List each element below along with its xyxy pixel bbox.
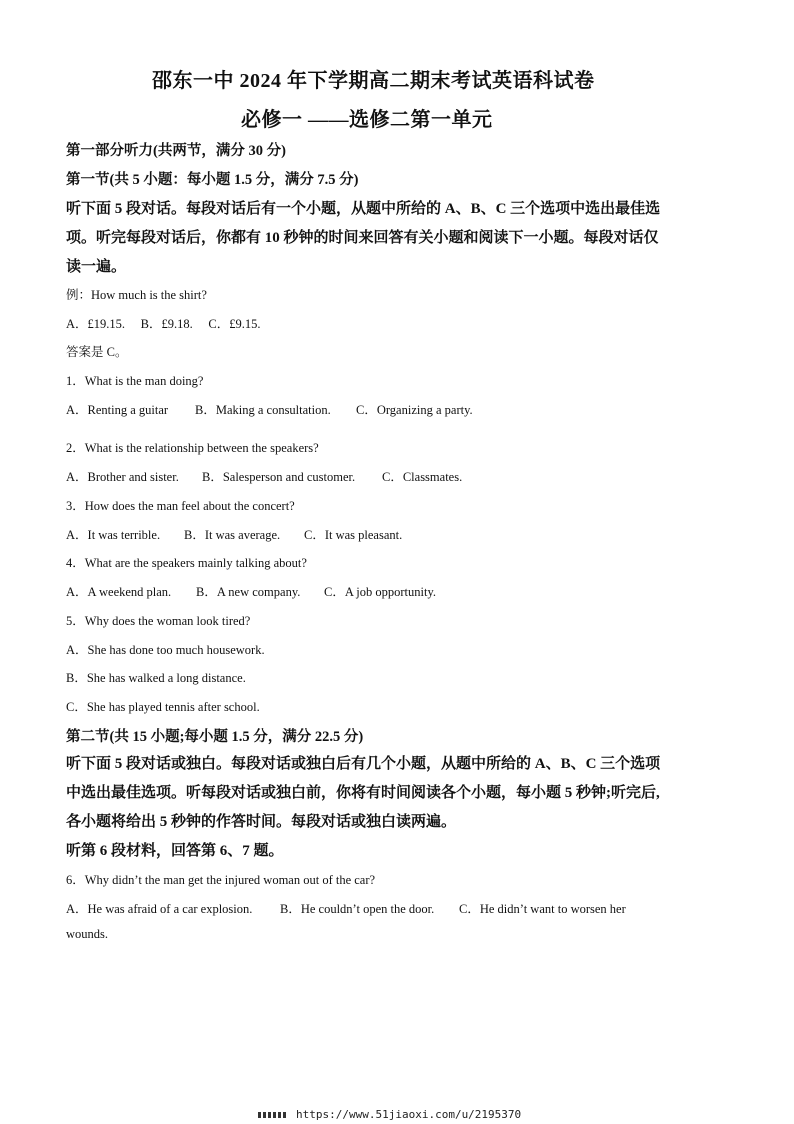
exam-title: 邵东一中 2024 年下学期高二期末考试英语科试卷 bbox=[152, 70, 595, 92]
q5-option-a: A．She has done too much housework. bbox=[66, 643, 265, 657]
example-question: 例：How much is the shirt? bbox=[66, 288, 207, 302]
question-6: 6．Why didn’t the man get the injured woman out of the car? bbox=[66, 873, 376, 887]
section2-instructions-line2: 中选出最佳选项。听每段对话或独白前，你将有时间阅读各个小题，每小题 5 秒钟;听完后, bbox=[66, 785, 660, 801]
section1-instructions-line1: 听下面 5 段对话。每段对话后有一个小题，从题中所给的 A、B、C 三个选项中选出最佳选 bbox=[66, 201, 661, 217]
q4-option-c: C．A job opportunity. bbox=[324, 585, 437, 599]
q1-option-a: A．Renting a guitar bbox=[66, 403, 169, 417]
question-5: 5．Why does the woman look tired? bbox=[66, 614, 251, 628]
q4-option-b: B．A new company. bbox=[196, 585, 301, 599]
q6-option-c: C．He didn’t want to worsen her bbox=[459, 902, 626, 916]
material-6-instruction: 听第 6 段材料，回答第 6、7 题。 bbox=[66, 843, 284, 859]
footer-mark-icon bbox=[258, 1112, 288, 1118]
q1-option-c: C．Organizing a party. bbox=[356, 403, 473, 417]
exam-subtitle: 必修一 ——选修二第一单元 bbox=[241, 109, 493, 131]
section2-instructions-line1: 听下面 5 段对话或独白。每段对话或独白后有几个小题，从题中所给的 A、B、C 三个选项 bbox=[66, 756, 661, 772]
footer bbox=[258, 1108, 521, 1121]
section2-heading: 第二节(共 15 小题;每小题 1.5 分，满分 22.5 分) bbox=[66, 729, 364, 745]
section1-instructions-line2: 项。听完每段对话后，你都有 10 秒钟的时间来回答有关小题和阅读下一小题。每段对话仅 bbox=[66, 230, 659, 246]
q4-option-a: A．A weekend plan. bbox=[66, 585, 172, 599]
section1-instructions-line3: 读一遍。 bbox=[66, 259, 127, 275]
q3-option-a: A．It was terrible. bbox=[66, 528, 161, 542]
footer-url[interactable]: https://www.51jiaoxi.com/u/2195370 bbox=[296, 1108, 522, 1121]
q6-option-c-continuation: wounds. bbox=[66, 927, 109, 941]
q6-option-b: B．He couldn’t open the door. bbox=[280, 902, 435, 916]
q6-option-a: A．He was afraid of a car explosion. bbox=[66, 902, 253, 916]
q3-option-c: C．It was pleasant. bbox=[304, 528, 403, 542]
q1-option-b: B．Making a consultation. bbox=[195, 403, 331, 417]
q2-option-a: A．Brother and sister. bbox=[66, 470, 179, 484]
q5-option-b: B．She has walked a long distance. bbox=[66, 671, 246, 685]
question-4: 4．What are the speakers mainly talking about? bbox=[66, 556, 307, 570]
question-2: 2．What is the relationship between the speakers? bbox=[66, 441, 319, 455]
q5-option-c: C．She has played tennis after school. bbox=[66, 700, 260, 714]
q3-option-b: B．It was average. bbox=[184, 528, 281, 542]
example-answer: 答案是 C。 bbox=[66, 345, 128, 359]
section2-instructions-line3: 各小题将给出 5 秒钟的作答时间。每段对话或独白读两遍。 bbox=[66, 814, 457, 830]
question-1: 1．What is the man doing? bbox=[66, 374, 204, 388]
q2-option-b: B．Salesperson and customer. bbox=[202, 470, 356, 484]
question-3: 3．How does the man feel about the concert? bbox=[66, 499, 295, 513]
q2-option-c: C．Classmates. bbox=[382, 470, 463, 484]
part1-heading: 第一部分听力(共两节，满分 30 分) bbox=[66, 143, 286, 159]
example-options: A．£19.15. B．£9.18. C．£9.15. bbox=[66, 317, 261, 331]
section1-heading: 第一节(共 5 小题：每小题 1.5 分，满分 7.5 分) bbox=[66, 172, 359, 188]
